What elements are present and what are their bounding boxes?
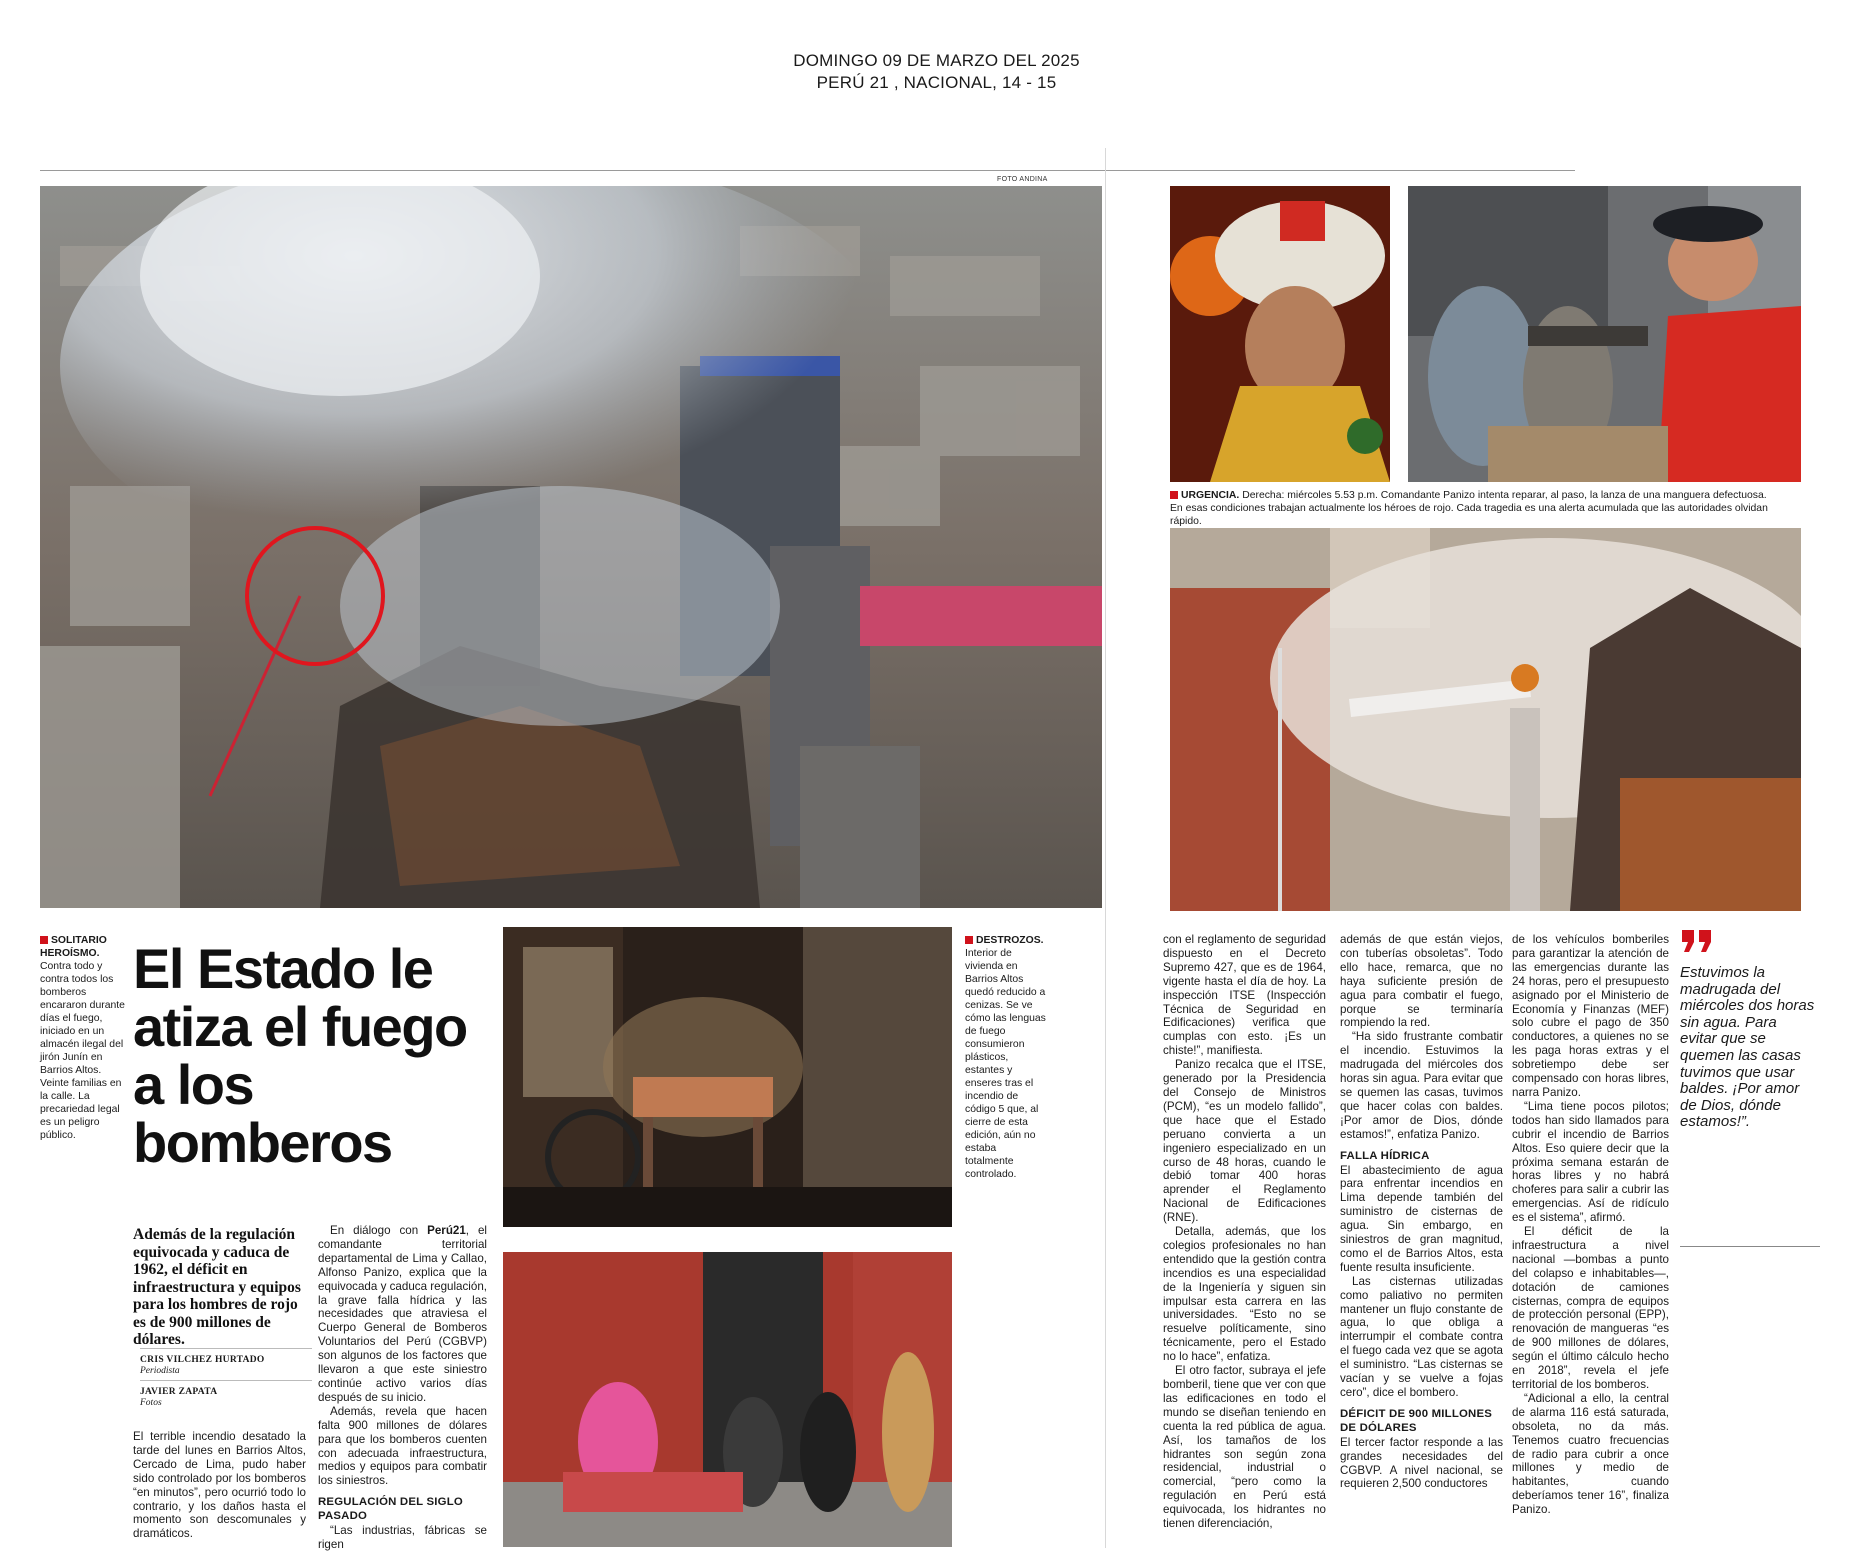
source-line: PERÚ 21 , NACIONAL, 14 - 15 <box>816 73 1057 92</box>
column-4-paragraph-1: además de que están viejos, con tuberías obsoletas”. Todo ello hace, remarca, que no haya suficiente presión de agua para combatir el fuego, porque se terminaría rompiendo la red. <box>1340 933 1503 1030</box>
interior-caption-text: Interior de vivienda en Barrios Altos quedó reducido a cenizas. Se ve cómo las lenguas de fuego consumieron plásticos, estantes y enseres tras el incendio de código 5 que, al cierre de esta edición, aún no estaba totalmente controlado. <box>965 948 1046 1180</box>
urgencia-caption-text: Derecha: miércoles 5.53 p.m. Comandante Panizo intenta reparar, al paso, la lanza de una manguera defectuosa. En esas condiciones trabajan actualmente los héroes de rojo. Cada tragedia es una alerta acumulada que las autoridades olvidan rápido. <box>1170 490 1768 527</box>
aerial-caption-text: Contra todo y contra todos los bomberos encararon durante días el fuego, iniciado en un almacén ilegal del jirón Junín en Barrios Altos. Veinte familias en la calle. La precariedad legal es un peligro público. <box>40 961 125 1141</box>
column-5-paragraph-4: “Adicional a ello, la central de alarma 116 está saturada, obsoleta, no da más. Tenemos cuatro frecuencias de radio para cubrir a once millones y medio de habitantes, cuando deberíamos tener 16”, finaliza Panizo. <box>1512 1391 1669 1517</box>
column-4-paragraph-4: Las cisternas utilizadas como paliativo no permiten mantener un flujo constante de agua, lo que obliga a interrumpir el combate contra el fuego cada vez que se agota el suministro. “Las cisternas se vacían y se vuelve a fojas cero”, dice el bombero. <box>1340 1274 1503 1399</box>
byline-1 <box>140 1355 265 1377</box>
column-4-paragraph-2: “Ha sido frustrante combatir el incendio. Estuvimos la madrugada del miércoles dos horas sin agua. Para evitar que se quemen las casas, tuvimos que hacer colas con baldes. ¡Por amor de Dios, dónde estamos!”, enfatiza Panizo. <box>1340 1030 1503 1141</box>
article-column-1 <box>133 1430 306 1541</box>
byline-rule-2 <box>140 1380 312 1381</box>
burned-interior-photo <box>503 927 952 1227</box>
column-4-subhead-1: FALLA HÍDRICA <box>1340 1149 1430 1162</box>
article-column-2 <box>318 1224 487 1552</box>
column-2-subhead: REGULACIÓN DEL SIGLO PASADO <box>318 1496 463 1523</box>
column-2-p1-bold: Perú21 <box>427 1224 466 1237</box>
byline-1-name: CRIS VILCHEZ HURTADO <box>140 1355 265 1365</box>
column-2-paragraph-1 <box>318 1224 487 1405</box>
top-rule <box>40 170 1575 171</box>
column-5-paragraph-3: El déficit de la infraestructura a nivel nacional —bombas a punto del colapso e inhabitables—, dotación de camiones cisternas, compra de equipos de protección personal (EPP), renovación de mangueras “es de 900 millones de dólares, según el último cálculo hecho en 2018”, revela el jefe territorial de los bomberos. <box>1512 1225 1669 1391</box>
page-header <box>0 50 1873 94</box>
article-column-3 <box>1163 933 1326 1531</box>
column-4-paragraph-3: El abastecimiento de agua para enfrentar incendios en Lima depende también del suministro de cisternas de agua. Sin embargo, en siniestros de gran magnitud, como el de Barrios Altos, esta fuente resulta insuficiente. <box>1340 1163 1503 1274</box>
article-column-4 <box>1340 933 1503 1491</box>
headline: El Estado le atiza el fuego a los bomberos <box>133 937 467 1174</box>
firefighters-spraying-photo <box>1170 528 1801 911</box>
column-5-paragraph-2: “Lima tiene pocos pilotos; todos han sido llamados para cubrir el incendio de Barrios Altos. Eso quiere decir que la próxima semana estarán de horas libres y no habrá choferes para salir a cubrir las emergencias. Así de ridículo es el sistema”, afirmó. <box>1512 1099 1669 1225</box>
urgencia-caption-tag: URGENCIA. <box>1170 490 1239 501</box>
byline-2 <box>140 1387 217 1409</box>
column-3-paragraph-4: El otro factor, subraya el jefe bomberil, tiene que ver con que las edificaciones en todo el mundo se diseñan teniendo en cuenta la red pública de agua. Así, los tamaños de los hidrantes son según zona residencial, industrial o comercial, “pero como la regulación en Perú está equivocada, los hidrantes no tienen diferenciación, <box>1163 1364 1326 1531</box>
evacuated-families-photo <box>503 1252 952 1547</box>
column-3-paragraph-3: Detalla, además, que los colegios profesionales no han entendido que la gestión contra incendios es una especialidad de la Ingeniería y siguen sin impulsar esta carrera en las universidades. “Esto no se resuelve políticamente, sino técnicamente, pero el Estado no lo hace”, enfatiza. <box>1163 1225 1326 1364</box>
byline-rule-1 <box>140 1348 312 1349</box>
aerial-fire-photo <box>40 186 1102 908</box>
article-column-5 <box>1512 933 1669 1517</box>
urgencia-caption <box>1170 489 1770 528</box>
column-2-p1-post: , el comandante territorial departamental de Lima y Callao, Alfonso Panizo, explica que la equivocada y caduca regulación, la grave falla hídrica y las necesidades que atraviesa el Cuerpo General de Bomberos Voluntarios del Perú (CGBVP) son algunos de los factores que llevaron a que este siniestro continúe activo varios días después de su inicio. <box>318 1224 487 1404</box>
interior-caption-tag: DESTROZOS. <box>965 935 1044 946</box>
red-quote-icon <box>1680 928 1714 954</box>
lead-paragraph: Además de la regulación equivocada y caduca de 1962, el déficit en infraestructura y equipos para los hombres de rojo es de 900 millones de dólares. <box>133 1226 301 1348</box>
column-3-paragraph-1: con el reglamento de seguridad dispuesto en el Decreto Supremo 427, que es de 1964, vigente hasta el día de hoy. La inspección ITSE (Inspección Técnica de Seguridad en Edificaciones) verifica que cumplas con esto. ¡Es un chiste!”, manifiesta. <box>1163 933 1326 1058</box>
column-2-paragraph-3: “Las industrias, fábricas se rigen <box>318 1524 487 1551</box>
column-2-p1-pre: En diálogo con <box>330 1224 428 1237</box>
byline-1-role: Periodista <box>140 1366 180 1376</box>
photo-credit: FOTO ANDINA <box>997 176 1048 183</box>
page-fold <box>1105 148 1106 1548</box>
firefighter-helmet-photo <box>1170 186 1390 482</box>
column-1-paragraph: El terrible incendio desatado la tarde del lunes en Barrios Altos, Cercado de Lima, pudo haber sido controlado por los bomberos “en minutos”, pero ocurrió todo lo contrario, y los daños hasta el momento son descomunales y dramáticos. <box>133 1430 306 1541</box>
hose-repair-photo <box>1408 186 1801 482</box>
column-4-paragraph-5: El tercer factor responde a las grandes necesidades del CGBVP. A nivel nacional, se requieren 2,500 conductores <box>1340 1435 1503 1491</box>
aerial-caption-tag: SOLITARIO HEROÍSMO. <box>40 935 107 959</box>
aerial-caption <box>40 934 126 1142</box>
interior-caption <box>965 934 1047 1181</box>
byline-2-name: JAVIER ZAPATA <box>140 1387 218 1397</box>
pull-quote: Estuvimos la madrugada del miércoles dos horas sin agua. Para evitar que se quemen las casas tuvimos que usar baldes. ¡Por amor de Dios, dónde estamos!”. <box>1680 964 1815 1131</box>
byline-2-role: Fotos <box>140 1398 162 1408</box>
column-2-paragraph-2: Además, revela que hacen falta 900 millones de dólares para que los bomberos cuenten con adecuada infraestructura, medios y equipos para combatir los siniestros. <box>318 1404 487 1488</box>
column-5-paragraph-1: de los vehículos bomberiles para garantizar la atención de las emergencias durante las 24 horas, pero el presupuesto asignado por el Ministerio de Economía y Finanzas (MEF) solo cubre el pago de 350 conductores, a quienes no se les paga horas extras y el sobretiempo debe ser compensado con horas libres, narra Panizo. <box>1512 933 1669 1099</box>
date-line: DOMINGO 09 DE MARZO DEL 2025 <box>793 51 1080 70</box>
column-3-paragraph-2: Panizo recalca que el ITSE, generado por la Presidencia del Consejo de Ministros (PCM), “es un modelo fallido”, que hace que el Estado peruano convierta a un ingeniero especializado en un curso de 48 horas, cuando le debió tomar 400 horas aprender el Reglamento Nacional de Edificaciones (RNE). <box>1163 1058 1326 1225</box>
column-4-subhead-2: DÉFICIT DE 900 MILLONES DE DÓLARES <box>1340 1407 1493 1434</box>
pull-quote-rule <box>1680 1246 1820 1247</box>
